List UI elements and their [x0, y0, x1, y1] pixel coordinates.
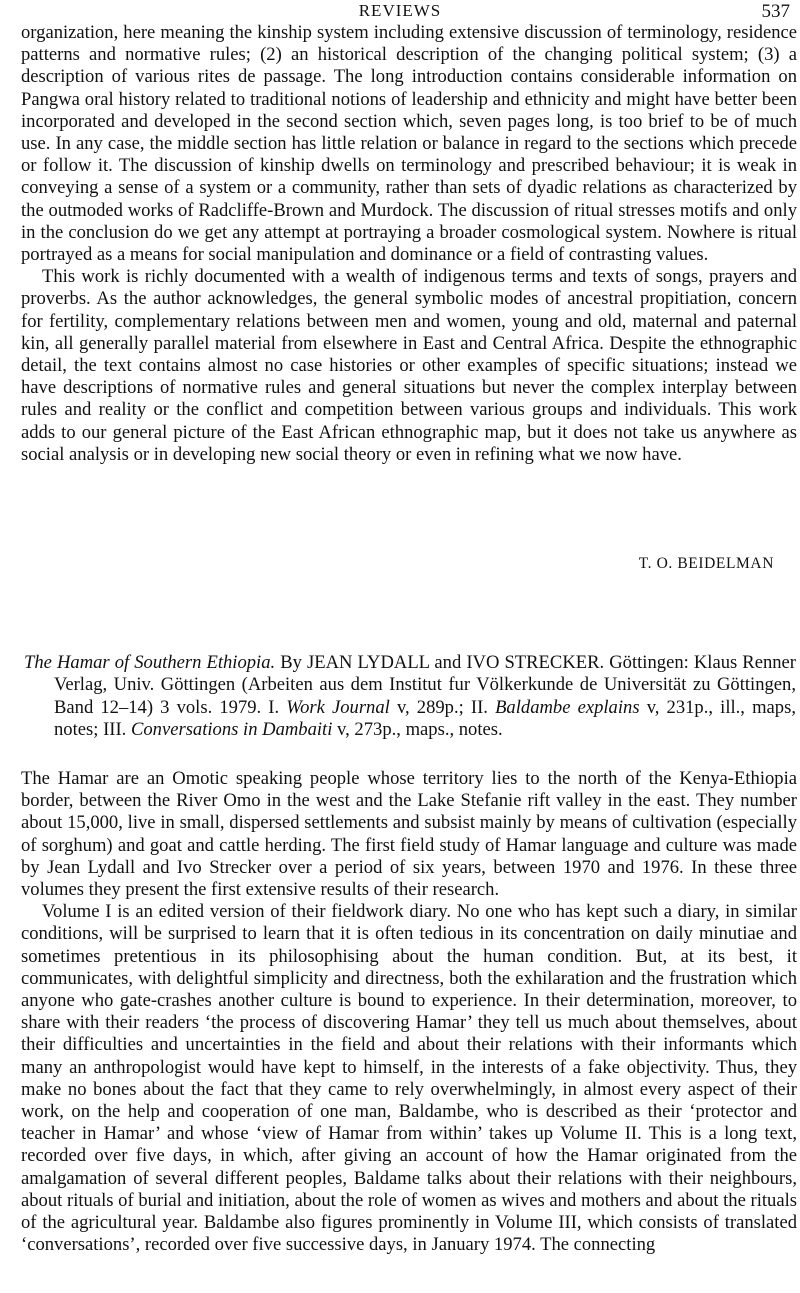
book-publisher: Göttingen: Klaus Renner Verlag, Univ. Göttingen (Arbeiten aus dem Institut fur Völkerkunde de Universität zu Göttingen, Band 12–14) 3 vols. 1979. I.	[54, 652, 796, 718]
volume-1-title: Work Journal	[286, 696, 390, 718]
running-head: REVIEWS	[358, 1, 442, 20]
review1-paragraph-1: organization, here meaning the kinship system including extensive discussion of terminology, residence patterns and normative rules; (2) an historical description of the changing political system; (3) a description of various rites de passage. The long introduction contains considerable information on Pangwa oral history related to traditional notions of leadership and ethnicity and might have better been incorporated and developed in the second section which, seven pages long, is too brief to be of much use. In any case, the middle section has little relation or balance in regard to the sections which precede or follow it. The discussion of kinship dwells on terminology and prescribed behaviour; it is weak in conveying a sense of a system or a community, rather than sets of dyadic relations as characterized by the outmoded works of Radcliffe-Brown and Murdock. The discussion of ritual stresses motifs and only in the conclusion do we get any attempt at portraying a broader cosmological system. Nowhere is ritual portrayed as a means for social manipulation and dominance or a field of contrasting values.	[21, 22, 797, 266]
volume-2-title: Baldambe explains	[495, 696, 640, 718]
book-title: The Hamar of Southern Ethiopia.	[24, 652, 276, 673]
review2-paragraph-1: The Hamar are an Omotic speaking people whose territory lies to the north of the Kenya-Ethiopia border, between the River Omo in the west and the Lake Stefanie rift valley in the east. They number about 15,000, live in small, dispersed settlements and subsist mainly by means of cultivation (especially of sorghum) and goat and cattle herding. The first field study of Hamar language and culture was made by Jean Lydall and Ivo Strecker over a period of six years, between 1970 and 1976. In these three volumes they present the first extensive results of their research.	[21, 768, 797, 901]
book-citation	[24, 652, 796, 742]
volume-3-title: Conversations in Dambaiti	[130, 719, 333, 741]
volume-1-details: v, 289p.; II.	[396, 696, 488, 718]
review-hamar-body	[21, 768, 797, 1256]
review1-paragraph-2: This work is richly documented with a wealth of indigenous terms and texts of songs, prayers and proverbs. As the author acknowledges, the general symbolic modes of ancestral propitiation, concern for fertility, complementary relations between men and women, young and old, maternal and paternal kin, all generally parallel material from elsewhere in East and Central Africa. Despite the ethnographic detail, the text contains almost no case histories or other examples of specific situations; instead we have descriptions of normative rules and general situations but never the complex interplay between rules and reality or the conflict and competition between various groups and individuals. This work adds to our general picture of the East African ethnographic map, but it does not take us anywhere as social analysis or in developing new social theory or even in refining what we now have.	[21, 266, 797, 465]
page-number: 537	[761, 1, 790, 22]
review2-paragraph-2: Volume I is an edited version of their fieldwork diary. No one who has kept such a diary, in similar conditions, will be surprised to learn that it is often tedious in its concentration on daily minutiae and sometimes pretentious in its philosophising about the human condition. But, at its best, it communicates, with delightful simplicity and directness, both the exhilaration and the frustration which anyone who gate-crashes another culture is bound to experience. In their determination, moreover, to share with their readers ‘the process of discovering Hamar’ they tell us much about themselves, about their difficulties and uncertainties in the field and about their relations with their informants which many an anthropologist would have kept to himself, in the interests of a fake objectivity. Thus, they make no bones about the fact that they came to rely overwhelmingly, in almost every aspect of their work, on the help and cooperation of one man, Baldambe, who is described as their ‘protector and teacher in Hamar’ and whose ‘view of Hamar from within’ takes up Volume II. This is a long text, recorded over five days, in which, after giving an account of how the Hamar originated from the amalgamation of several different peoples, Baldame talks about their relations with their neighbours, about rituals of burial and initiation, about the role of women as wives and mothers and about the rituals of the agricultural year. Baldambe also figures prominently in Volume III, which consists of translated ‘conversations’, recorded over five successive days, in January 1974. The connecting	[21, 901, 797, 1256]
review-beidelman-body	[21, 22, 797, 466]
volume-3-details: v, 273p., maps., notes.	[337, 719, 503, 741]
reviewer-signature: T. O. BEIDELMAN	[638, 555, 774, 572]
volume-2-details: v, 231p., ill., maps, notes; III.	[54, 696, 796, 741]
book-authors: By JEAN LYDALL and IVO STRECKER.	[280, 652, 605, 673]
